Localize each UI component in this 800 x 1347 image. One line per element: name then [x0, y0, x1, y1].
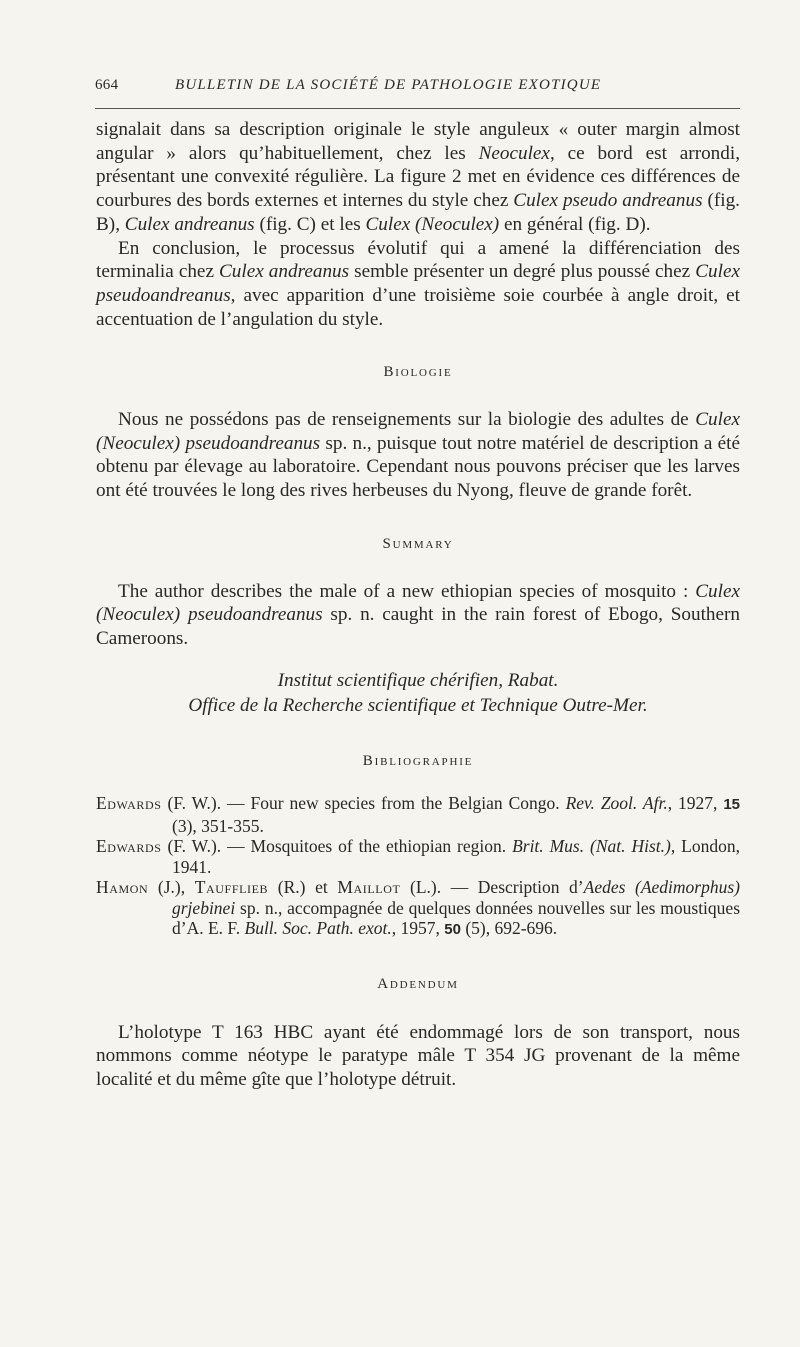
text-run: , avec apparition d’une troisième soie courbée à angle droit, et accentuation de l’angulation du style.	[96, 284, 740, 330]
text-run: Nous ne possédons pas de renseignements sur la biologie des adultes de	[118, 409, 696, 431]
text-run: , ce bord est arrondi, présentant une convexité régulière. La figure 2 met en évidence ces différences de courbures des bords externes et internes du style chez	[96, 142, 740, 212]
bibliography-entry	[96, 793, 740, 836]
addendum-section	[96, 1021, 740, 1092]
paragraph-conclusion	[96, 237, 740, 332]
text-run: (F. W.). — Four new species from the Belgian Congo.	[161, 793, 566, 814]
header-rule	[95, 108, 740, 109]
section-heading-bibliographie: Bibliographie	[362, 752, 474, 769]
volume-number: 15	[723, 796, 740, 814]
author-name: Taufflieb	[194, 877, 269, 898]
text-run: (F. W.). — Mosquitoes of the ethiopian region.	[161, 836, 513, 857]
affiliation-1: Institut scientifique chérifien, Rabat.	[277, 669, 559, 691]
text-run: En conclusion, le processus évolutif qui a amené la différenciation des terminalia chez	[96, 237, 740, 283]
text-run: , 1957,	[391, 918, 445, 939]
paragraph-summary	[96, 580, 740, 651]
bibliography-entry	[96, 877, 740, 941]
author-name: Edwards	[96, 793, 162, 814]
section-heading-addendum: Addendum	[377, 975, 459, 992]
taxon-name: Culex pseudo andreanus	[513, 190, 703, 212]
text-run: (J.),	[148, 877, 195, 898]
text-run: (5), 692-696.	[460, 918, 558, 939]
text-run: en général (fig. D).	[499, 213, 651, 235]
journal-name: Rev. Zool. Afr.	[565, 793, 668, 814]
text-run: sp. n., accompagnée de quelques données nouvelles sur les moustiques d’A. E. F.	[172, 897, 740, 939]
journal-name: Brit. Mus. (Nat. Hist.)	[512, 836, 671, 857]
taxon-name: Culex andreanus	[219, 261, 350, 283]
text-run: (R.) et	[268, 877, 338, 898]
taxon-name: Neoculex	[478, 142, 550, 164]
paragraph-style-comparison	[96, 118, 740, 237]
text-run: , 1927,	[667, 793, 724, 814]
text-run: (fig. C) et les	[254, 213, 366, 235]
author-name: Hamon	[96, 877, 149, 898]
text-run: sp. n. caught in the rain forest of Ebogo, Southern Cameroons.	[96, 604, 741, 649]
taxon-name: Culex pseudoandreanus	[96, 261, 740, 306]
text-run: sp. n., puisque tout notre matériel de description a été obtenu par élevage au laboratoire. Cependant nous pouvons préciser que les larves ont été trouvées le long des rives herbeuses du Nyong, fleuve de grande forêt.	[96, 432, 740, 502]
affiliation-2: Office de la Recherche scientifique et Technique Outre-Mer.	[188, 694, 648, 716]
paragraph-addendum: L’holotype T 163 HBC ayant été endommagé lors de son transport, nous nommons comme néotype le paratype mâle T 354 JG provenant de la même localité et du même gîte que l’holotype détruit.	[96, 1021, 740, 1090]
section-heading-summary: Summary	[382, 535, 454, 552]
taxon-name: Culex (Neoculex) pseudoandreanus	[96, 580, 740, 626]
text-run: (3), 351-355.	[172, 815, 264, 836]
author-name: Maillot	[337, 877, 401, 898]
bibliography-entry	[96, 836, 740, 877]
text-run: , London, 1941.	[172, 836, 740, 877]
author-name: Edwards	[96, 836, 162, 857]
page-number: 664	[95, 77, 119, 93]
volume-number: 50	[444, 921, 461, 939]
article-body	[96, 118, 740, 1092]
text-run: (fig. B),	[96, 190, 740, 235]
journal-name: Bull. Soc. Path. exot.	[244, 918, 392, 939]
taxon-name: Culex (Neoculex)	[365, 213, 500, 235]
section-heading-biologie: Biologie	[383, 364, 453, 381]
bibliography-list	[96, 793, 740, 941]
text-run: The author describes the male of a new ethiopian species of mosquito :	[118, 580, 696, 602]
taxon-name: Culex andreanus	[124, 213, 255, 235]
affiliations	[96, 668, 740, 718]
taxon-name: Culex (Neoculex) pseudoandreanus	[96, 409, 740, 454]
paragraph-biologie	[96, 408, 740, 503]
text-run: semble présenter un degré plus poussé chez	[349, 261, 696, 283]
text-run: (L.). — Description d’	[400, 877, 584, 898]
taxon-name: Aedes (Aedimorphus) grjebinei	[172, 877, 740, 918]
text-run: signalait dans sa description originale le style anguleux « outer margin almost angular » alors qu’habituellement, chez les	[96, 119, 740, 164]
journal-title: BULLETIN DE LA SOCIÉTÉ DE PATHOLOGIE EXOTIQUE	[175, 77, 602, 93]
